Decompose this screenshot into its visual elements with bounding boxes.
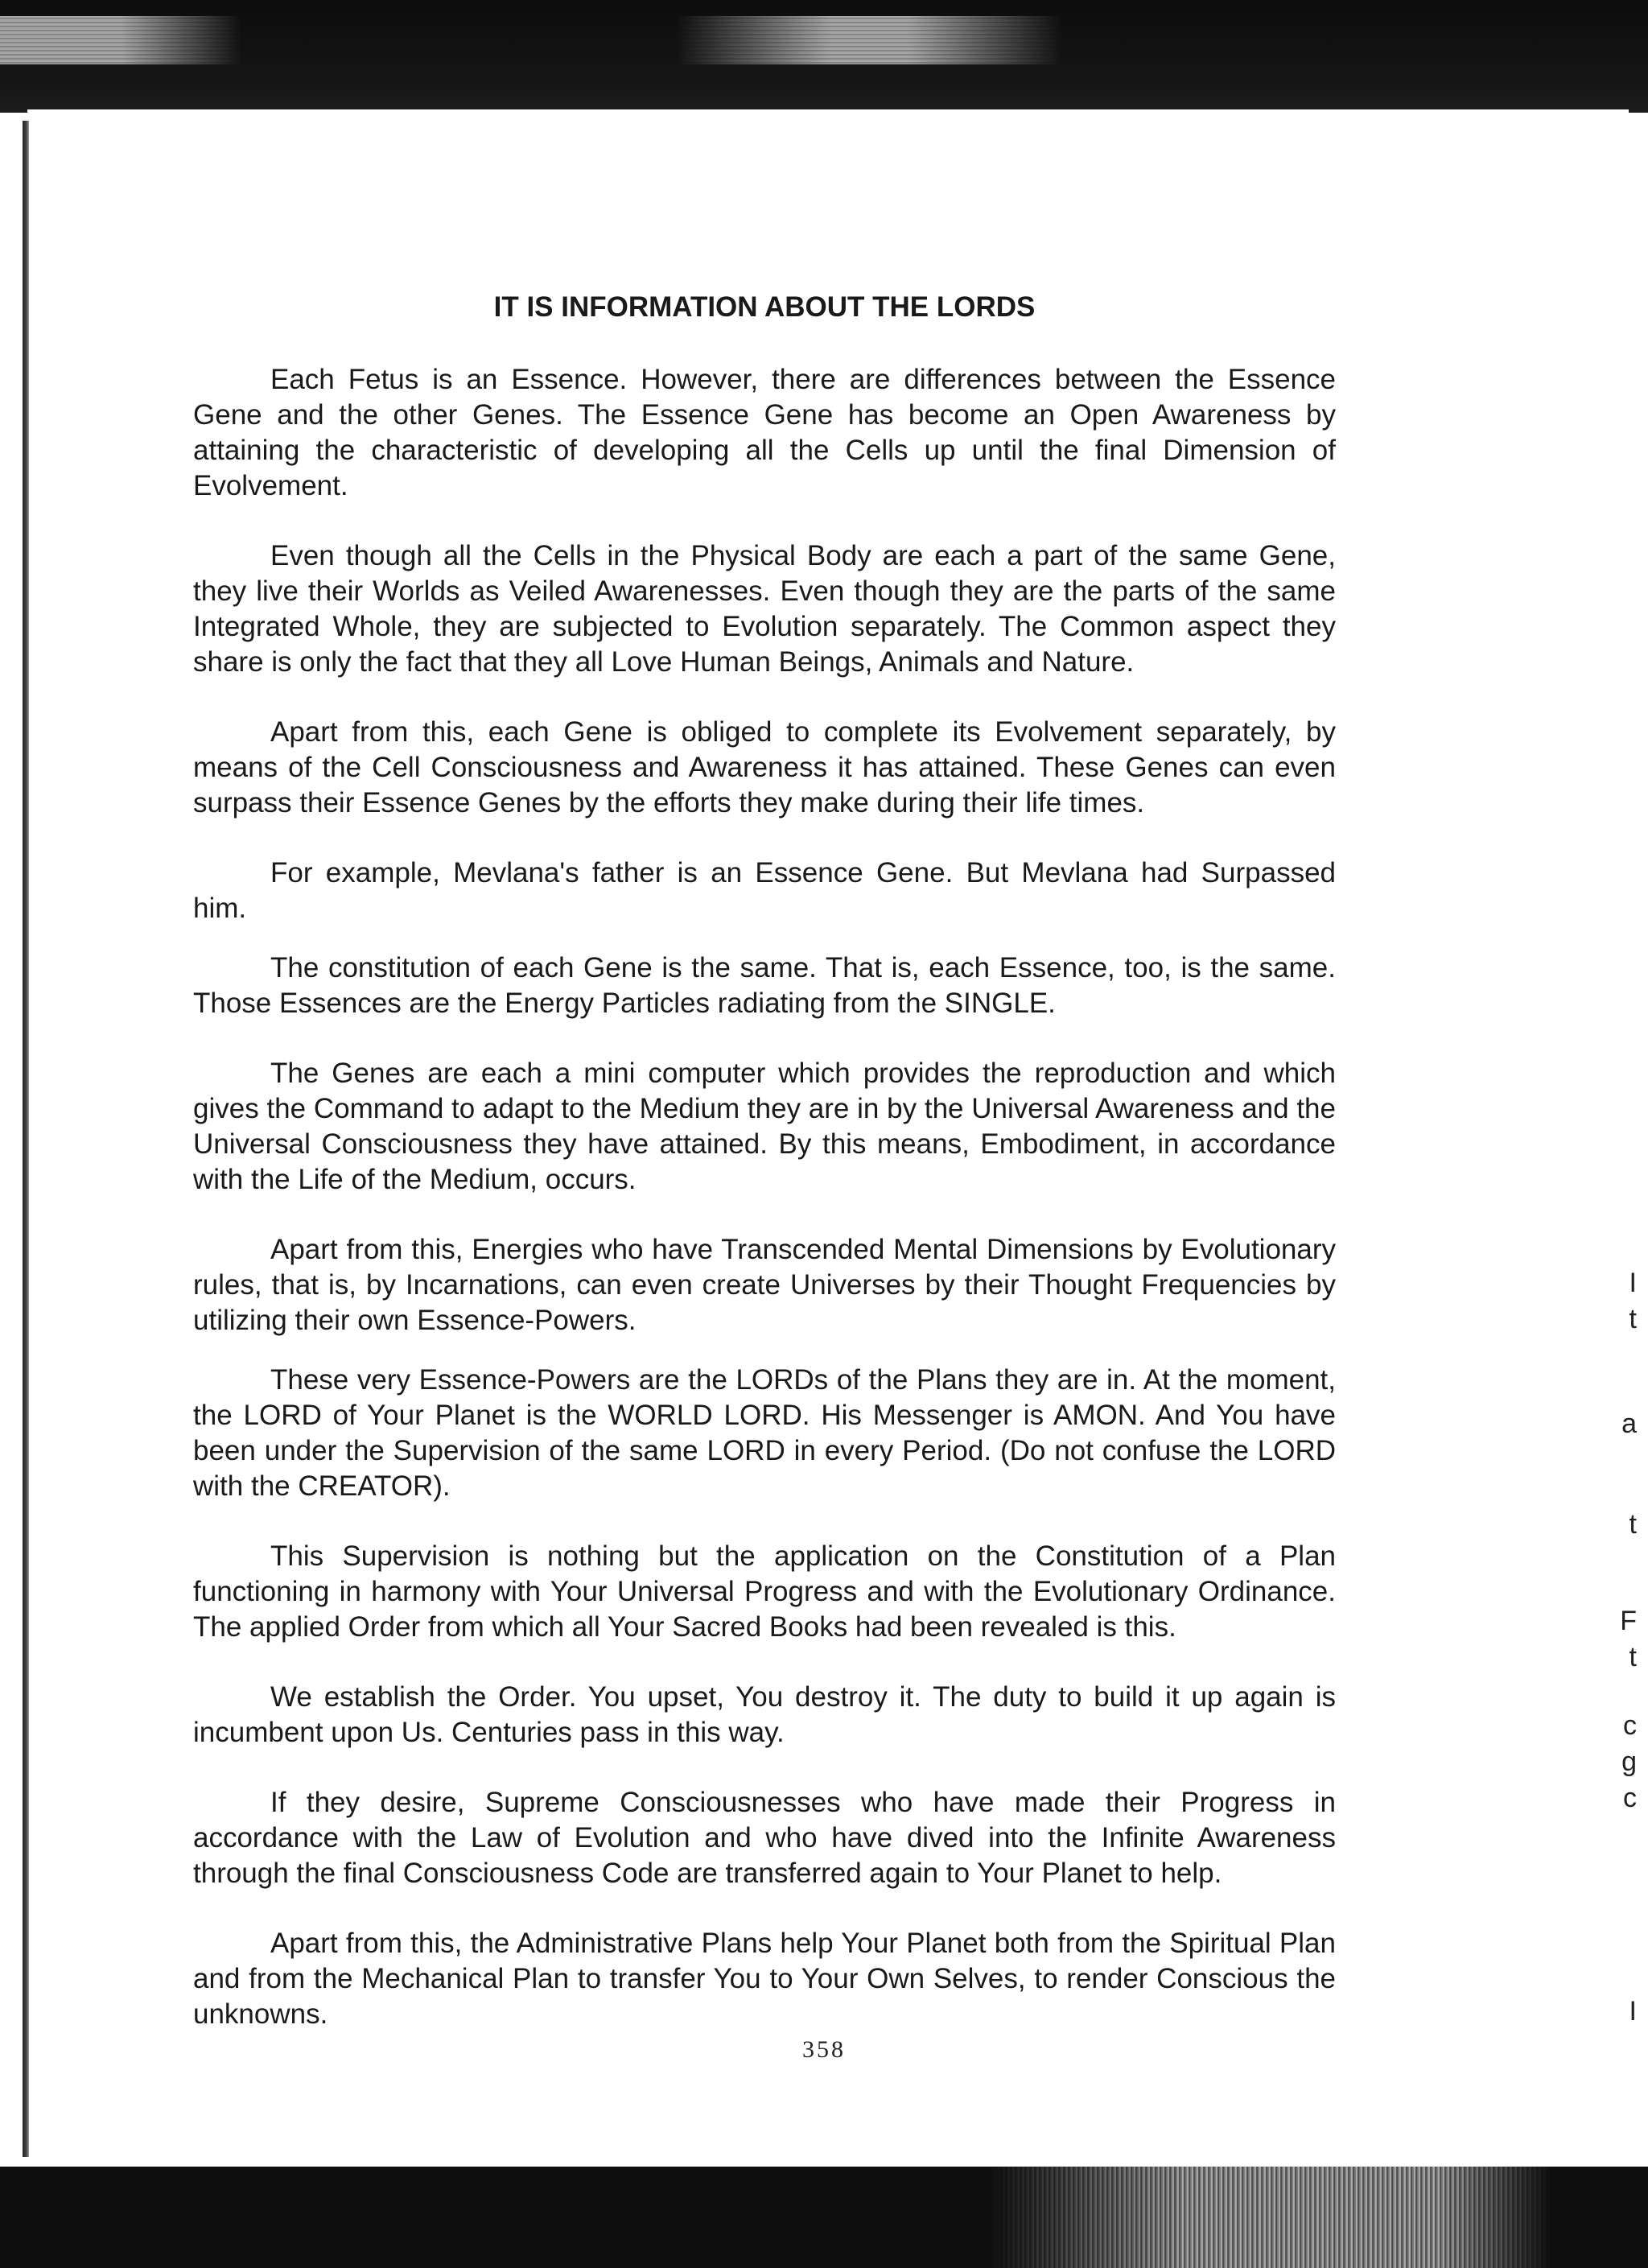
paragraph: Even though all the Cells in the Physical Body are each a part of the same Gene, they live their Worlds as Veiled Awarenesses. Even though they are the parts of the same Integrated Whole, they are subjected to Evolution separately. The Common aspect they share is only the fact that they all Love Human Beings, Animals and Nature. [193,540,1336,678]
paragraph: If they desire, Supreme Consciousnesses who have made their Progress in accordance with the Law of Evolution and who have dived into the Infinite Awareness through the final Consciousness Code are transferred again to Your Planet to help. [193,1787,1336,1889]
bleed-through-letter: I [1629,1996,1637,2027]
scan-bottom-border [0,2167,1648,2268]
paragraph: The Genes are each a mini computer which provides the reproduction and which gives the Command to adapt to the Medium they are in by the Universal Awareness and the Universal Consciousness they have attained. By this means, Embodiment, in accordance with the Life of the Medium, occurs. [193,1058,1336,1195]
paragraph: Apart from this, each Gene is obliged to complete its Evolvement separately, by means of the Cell Consciousness and Awareness it has attained. These Genes can even surpass their Essence Genes by the efforts they make during their life times. [193,716,1336,819]
bleed-through-letter: c [1623,1783,1637,1813]
scan-top-border [0,0,1648,113]
scan-light-streak [0,16,241,64]
paragraph: These very Essence-Powers are the LORDs of the Plans they are in. At the moment, the LORD of Your Planet is the WORLD LORD. His Messenger is AMON. And You have been under the Supervision of the same LORD in every Period. (Do not confuse the LORD with the CREATOR). [193,1364,1336,1502]
bleed-through-letter: t [1629,1304,1637,1334]
document-body [193,290,1336,2067]
bleed-through-letter: a [1621,1408,1637,1439]
page-left-edge [23,121,29,2157]
bleed-through-letter: t [1629,1509,1637,1540]
bleed-through-letter: I [1629,1268,1637,1298]
paragraph: The constitution of each Gene is the same. That is, each Essence, too, is the same. Those Essences are the Energy Particles radiating from the SINGLE. [193,952,1336,1019]
bleed-through-letter: t [1629,1642,1637,1672]
scan-light-streak [676,16,1062,64]
page-number: 358 [802,2036,846,2063]
bleed-through-letter: g [1621,1746,1637,1777]
paragraph: Apart from this, the Administrative Plans help Your Planet both from the Spiritual Plan and from the Mechanical Plan to transfer You to Your Own Selves, to render Conscious the unknowns. [193,1928,1336,2030]
paragraph: Apart from this, Energies who have Transcended Mental Dimensions by Evolutionary rules, that is, by Incarnations, can even create Universes by their Thought Frequencies by utilizing their own Essence-Powers. [193,1234,1336,1336]
page-title: IT IS INFORMATION ABOUT THE LORDS [493,291,1036,323]
paragraph: This Supervision is nothing but the application on the Constitution of a Plan functioning in harmony with Your Universal Progress and with the Evolutionary Ordinance. The applied Order from which all Your Sacred Books had been revealed is this. [193,1540,1336,1643]
bleed-through-letter: c [1623,1710,1637,1741]
scan-light-streak [988,2167,1551,2268]
bleed-through-letter: F [1620,1606,1637,1636]
paragraph: For example, Mevlana's father is an Essence Gene. But Mevlana had Surpassed him. [193,857,1336,924]
paragraph: We establish the Order. You upset, You destroy it. The duty to build it up again is incumbent upon Us. Centuries pass in this way. [193,1681,1336,1748]
paragraph: Each Fetus is an Essence. However, there are differences between the Essence Gene and the other Genes. The Essence Gene has become an Open Awareness by attaining the characteristic of developing all the Cells up until the final Dimension of Evolvement. [193,364,1336,501]
